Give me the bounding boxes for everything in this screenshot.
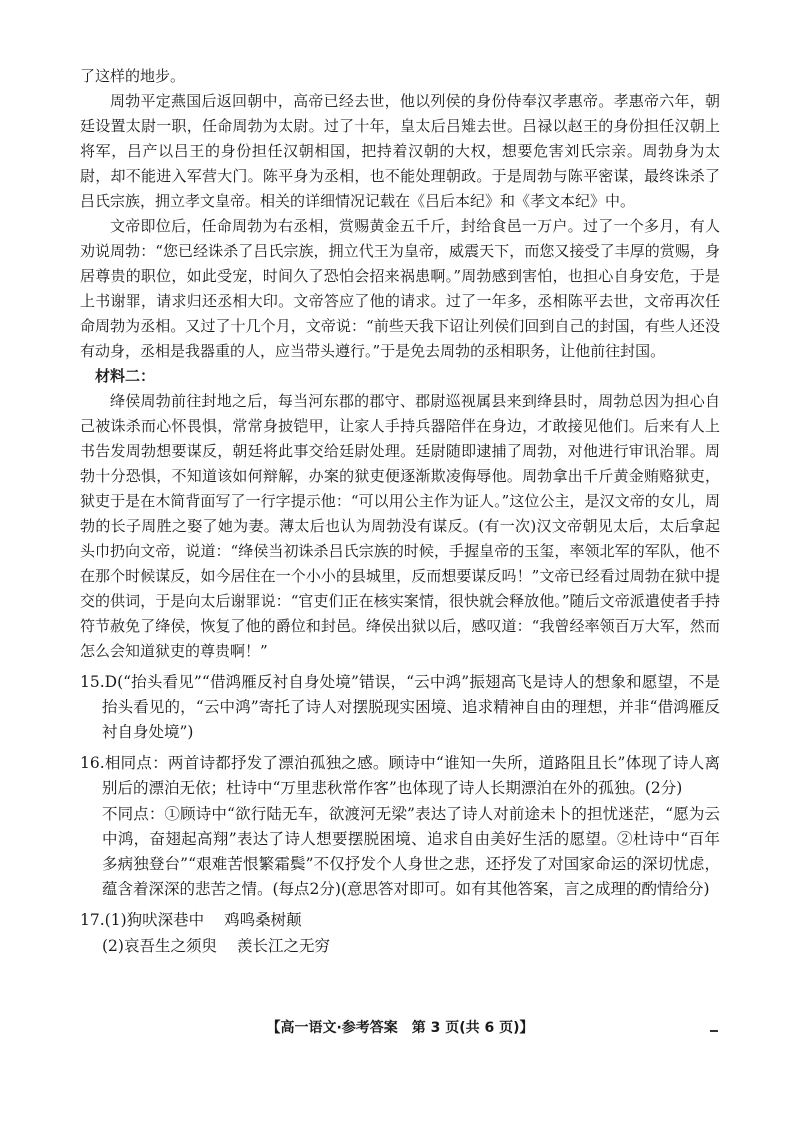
page-content (80, 64, 720, 959)
answer-17 (80, 908, 720, 933)
material2-heading: 材料二： (95, 367, 156, 385)
corner-mark (710, 1030, 718, 1032)
answer-15: 15.D(“抬头看见”“借鸿雁反衬自身处境”错误，“云中鸿”振翅高飞是诗人的想象和愿望，不是抬头看见的，“云中鸿”寄托了诗人对摆脱现实困境、追求精神自由的理想，并非“借鸿雁反衬自身处境”) (80, 673, 720, 741)
answer-17-1-line-a: 狗吠深巷中 (126, 911, 205, 929)
answer-17-2 (80, 934, 720, 959)
answer-17-1-line-b: 鸡鸣桑树颠 (224, 911, 302, 929)
paragraph-wendi-chancellor: 文帝即位后，任命周勃为右丞相，赏赐黄金五千斤，封给食邑一万户。过了一个多月，有人劝说周勃：“您已经诛杀了吕氏宗族，拥立代王为皇帝，威震天下，而您又接受了丰厚的赏赐，身居尊贵的职位，如此受宠，时间久了恐怕会招来祸患啊。”周勃感到害怕，也担心自身安危，于是上书谢罪，请求归还丞相大印。文帝答应了他的请求。过了一年多，丞相陈平去世，文帝再次任命周勃为丞相。又过了十几个月，文帝说：“前些天我下诏让列侯们回到自己的封国，有些人还没有动身，丞相是我器重的人，应当带头遵行。”于是免去周勃的丞相职务，让他前往封国。 (80, 217, 720, 360)
answer-16-similarity: 16.相同点：两首诗都抒发了漂泊孤独之感。顾诗中“谁知一失所，道路阻且长”体现了诗人离别后的漂泊无依；杜诗中“万里悲秋常作客”也体现了诗人长期漂泊在外的孤独。(2分) (80, 754, 720, 797)
answer-17-2-line-b: 羡长江之无穷 (236, 937, 330, 955)
paragraph-continuation: 了这样的地步。 (80, 67, 186, 85)
answer-17-label: 17. (80, 911, 105, 929)
page-footer: 【高一语文·参考答案 第 3 页(共 6 页)】 (266, 1020, 534, 1036)
paragraph-zhoubo-taiwei: 周勃平定燕国后返回朝中，高帝已经去世，他以列侯的身份侍奉汉孝惠帝。孝惠帝六年，朝廷设置太尉一职，任命周勃为太尉。过了十年，皇太后吕雉去世。吕禄以赵王的身份担任汉朝上将军，吕产以吕王的身份担任汉朝相国，把持着汉朝的大权，想要危害刘氏宗亲。周勃身为太尉，却不能进入军营大门。陈平身为丞相，也不能处理朝政。于是周勃与陈平密谋，最终诛杀了吕氏宗族，拥立孝文皇帝。相关的详细情况记载在《吕后本纪》和《孝文本纪》中。 (80, 92, 720, 210)
answer-17-2-line-a: 哀吾生之须臾 (123, 937, 217, 955)
answer-17-2-number: (2) (102, 937, 124, 955)
material2-paragraph: 绛侯周勃前往封地之后，每当河东郡的郡守、郡尉巡视属县来到绛县时，周勃总因为担心自己被诛杀而心怀畏惧，常常身披铠甲，让家人手持兵器陪伴在身边，才敢接见他们。后来有人上书告发周勃想要谋反，朝廷将此事交给廷尉处理。廷尉随即逮捕了周勃，对他进行审讯治罪。周勃十分恐惧，不知道该如何辩解，办案的狱吏便逐渐欺凌侮辱他。周勃拿出千斤黄金贿赂狱吏，狱吏于是在木简背面写了一行字提示他：“可以用公主作为证人。”这位公主，是汉文帝的女儿，周勃的长子周胜之娶了她为妻。薄太后也认为周勃没有谋反。(有一次)汉文帝朝见太后，太后拿起头巾扔向文帝，说道：“绛侯当初诛杀吕氏宗族的时候，手握皇帝的玉玺，率领北军的军队，他不在那个时候谋反，如今居住在一个小小的县城里，反而想要谋反吗！”文帝已经看过周勃在狱中提交的供词，于是向太后谢罪说：“官吏们正在核实案情，很快就会释放他。”随后文帝派遣使者手持符节赦免了绛侯，恢复了他的爵位和封邑。绛侯出狱以后，感叹道：“我曾经率领百万大军，然而怎么会知道狱吏的尊贵啊！” (80, 392, 720, 660)
answer-17-1-number: (1) (104, 911, 127, 929)
answer-16-difference: 不同点：①顾诗中“欲行陆无车，欲渡河无梁”表达了诗人对前途未卜的担忧迷茫，“愿为云中鸿，奋翅起高翔”表达了诗人想要摆脱困境、追求自由美好生活的愿望。②杜诗中“百年多病独登台”“艰难苦恨繁霜鬓”不仅抒发个人身世之悲，还抒发了对国家命运的深切忧虑，蕴含着深深的悲苦之情。(每点2分)(意思答对即可。如有其他答案，言之成理的酌情给分) (102, 805, 720, 898)
